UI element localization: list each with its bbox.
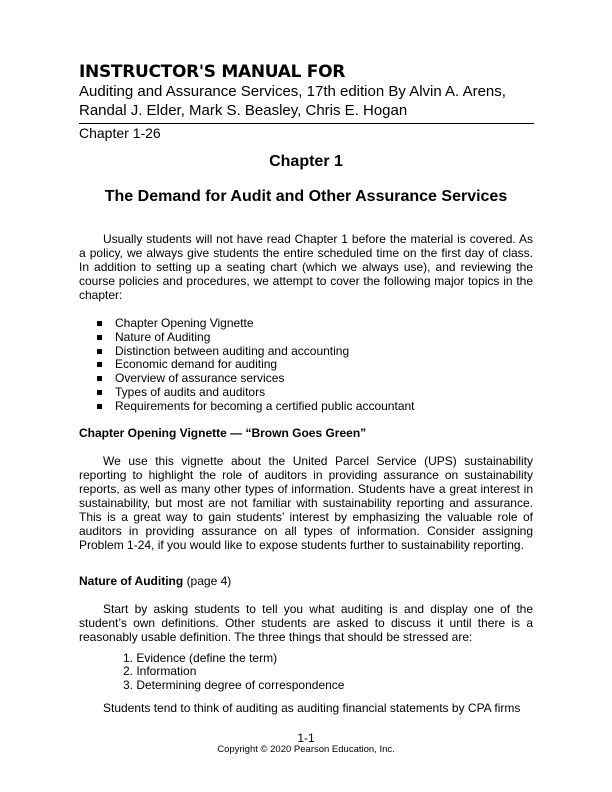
vignette-heading: Chapter Opening Vignette — “Brown Goes Green” bbox=[79, 425, 367, 440]
chapter-title: The Demand for Audit and Other Assurance Services bbox=[104, 188, 508, 205]
list-item: Overview of assurance services bbox=[97, 372, 533, 386]
book-info-line-2: Randal J. Elder, Mark S. Beasley, Chris E. Hogan bbox=[79, 102, 408, 119]
list-item: Distinction between auditing and accounting bbox=[97, 345, 533, 359]
list-item: Economic demand for auditing bbox=[97, 358, 533, 372]
intro-paragraph: Usually students will not have read Chapter 1 before the material is covered. As a policy, we always give students the entire scheduled time on the first day of class. In addition to setting up a seating chart (which we always use), and reviewing the course policies and procedures, we attempt to cover the following major topics in the chapter: bbox=[79, 232, 533, 302]
list-item: Types of audits and auditors bbox=[97, 386, 533, 400]
manual-title: INSTRUCTOR'S MANUAL FOR bbox=[79, 62, 346, 82]
bullet-icon bbox=[97, 335, 102, 340]
nature-heading bbox=[79, 574, 533, 588]
closing-paragraph: Students tend to think of auditing as auditing financial statements by CPA firms bbox=[103, 700, 521, 715]
list-item: 1. Evidence (define the term) bbox=[123, 650, 278, 665]
bullet-icon bbox=[97, 321, 102, 326]
nature-heading-text: Nature of Auditing bbox=[79, 573, 184, 588]
topics-list bbox=[79, 317, 533, 414]
nature-paragraph: Start by asking students to tell you what auditing is and display one of the student’s own definitions. Other students are asked to discuss it until there is a reasonably usable definition. The three things that should be stressed are: bbox=[79, 601, 533, 644]
bullet-icon bbox=[97, 376, 102, 381]
bullet-icon bbox=[97, 349, 102, 354]
page-content bbox=[79, 232, 533, 715]
copyright-notice: Copyright © 2020 Pearson Education, Inc. bbox=[217, 744, 395, 755]
bullet-icon bbox=[97, 404, 102, 409]
vignette-paragraph: We use this vignette about the United Parcel Service (UPS) sustainability reporting to highlight the role of auditors in providing assurance on sustainability reports, as well as many other types of information. Students have a great interest in sustainability, but most are not familiar with sustainability reporting and assurance. This is a great way to gain students’ interest by emphasizing the valuable role of auditors in providing assurance on all types of information. Consider assigning Problem 1-24, if you would like to expose students further to sustainability reporting. bbox=[79, 453, 533, 552]
document-header bbox=[79, 62, 534, 142]
stress-list bbox=[79, 652, 533, 693]
page-reference: (page 4) bbox=[186, 573, 232, 588]
chapter-heading: Chapter 1 bbox=[269, 153, 343, 170]
list-item: 3. Determining degree of correspondence bbox=[123, 678, 345, 693]
list-item: Chapter Opening Vignette bbox=[97, 317, 533, 331]
bullet-icon bbox=[97, 362, 102, 367]
book-info-line-1: Auditing and Assurance Services, 17th edition By Alvin A. Arens, bbox=[79, 83, 506, 100]
list-item: 2. Information bbox=[123, 664, 197, 679]
list-item: Requirements for becoming a certified public accountant bbox=[97, 400, 533, 414]
header-divider bbox=[79, 123, 534, 124]
chapter-range: Chapter 1-26 bbox=[79, 125, 161, 141]
bullet-icon bbox=[97, 390, 102, 395]
page-number: 1-1 bbox=[297, 731, 315, 745]
list-item: Nature of Auditing bbox=[97, 331, 533, 345]
